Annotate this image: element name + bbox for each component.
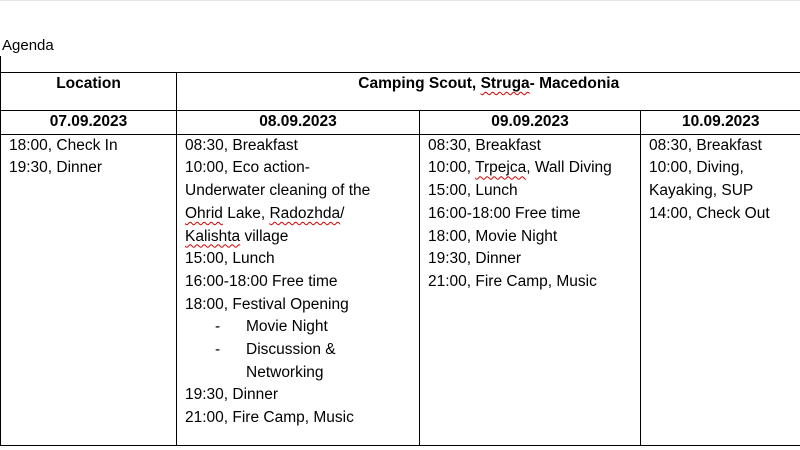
day2-free-time: 16:00-18:00 Free time xyxy=(185,272,338,290)
day3-breakfast: 08:30, Breakfast xyxy=(428,136,541,154)
venue-prefix: Camping Scout, xyxy=(358,75,481,92)
day3-free-time: 16:00-18:00 Free time xyxy=(428,204,581,222)
day2-fire: 21:00, Fire Camp, Music xyxy=(185,409,354,427)
date-cell-day3: 09.09.2023 xyxy=(420,111,641,135)
ohrid-word: Ohrid xyxy=(185,204,223,222)
day2-sub-movie xyxy=(185,316,411,339)
date-cell-day4: 10.09.2023 xyxy=(641,111,800,135)
day2-festival: 18:00, Festival Opening xyxy=(185,295,349,313)
page-top-rule xyxy=(0,0,800,1)
trpejca-word: Trpejca xyxy=(475,159,527,177)
date-row xyxy=(1,111,800,135)
day2-eco-line1: 10:00, Eco action- xyxy=(185,159,310,177)
day3-diving xyxy=(428,157,632,180)
day3-lunch: 15:00, Lunch xyxy=(428,182,518,200)
slash-char: / xyxy=(340,204,345,222)
village-word: village xyxy=(240,227,289,245)
day4-breakfast: 08:30, Breakfast xyxy=(649,136,762,154)
date-cell-day1: 07.09.2023 xyxy=(1,111,177,135)
diving-suffix: , Wall Diving xyxy=(526,159,612,177)
day4-diving-line1: 10:00, Diving, xyxy=(649,159,744,177)
day1-dinner: 19:30, Dinner xyxy=(9,159,103,177)
day2-sub-discussion xyxy=(185,339,411,362)
kalishta-word: Kalishta xyxy=(185,227,241,245)
schedule-day1 xyxy=(1,134,177,445)
day2-eco-line4 xyxy=(185,226,411,249)
day3-movie: 18:00, Movie Night xyxy=(428,227,558,245)
day1-checkin: 18:00, Check In xyxy=(9,136,118,154)
day4-checkout: 14:00, Check Out xyxy=(649,204,770,222)
venue-city: Struga xyxy=(480,75,530,92)
day2-breakfast: 08:30, Breakfast xyxy=(185,136,298,154)
day2-dinner: 19:30, Dinner xyxy=(185,386,279,404)
day2-eco-line2: Underwater cleaning of the xyxy=(185,182,371,200)
sub-movie-label: Movie Night xyxy=(246,318,328,336)
sub-discussion-label: Discussion & xyxy=(246,341,336,359)
date-cell-day2: 08.09.2023 xyxy=(177,111,420,135)
day3-dinner: 19:30, Dinner xyxy=(428,250,522,268)
day2-lunch: 15:00, Lunch xyxy=(185,250,275,268)
bullet-dash: - xyxy=(215,341,221,359)
lake-word: Lake, xyxy=(222,204,270,222)
schedule-day4 xyxy=(641,134,800,445)
agenda-table xyxy=(0,72,800,446)
venue-suffix: - Macedonia xyxy=(529,75,620,92)
diving-prefix: 10:00, xyxy=(428,159,476,177)
day3-fire: 21:00, Fire Camp, Music xyxy=(428,272,597,290)
day2-sub-networking: Networking xyxy=(246,363,324,381)
day2-eco-line3 xyxy=(185,203,411,226)
header-row xyxy=(1,73,800,111)
document-heading: Agenda xyxy=(2,37,54,54)
venue-header-cell xyxy=(177,73,800,111)
margin-rule xyxy=(0,56,1,72)
location-label: Location xyxy=(56,75,121,92)
schedule-day2 xyxy=(177,134,420,445)
schedule-day3 xyxy=(420,134,641,445)
day4-diving-line2: Kayaking, SUP xyxy=(649,182,754,200)
bullet-dash: - xyxy=(215,318,221,336)
schedule-row xyxy=(1,134,800,445)
location-header-cell xyxy=(1,73,177,111)
radozhda-word: Radozhda xyxy=(269,204,341,222)
